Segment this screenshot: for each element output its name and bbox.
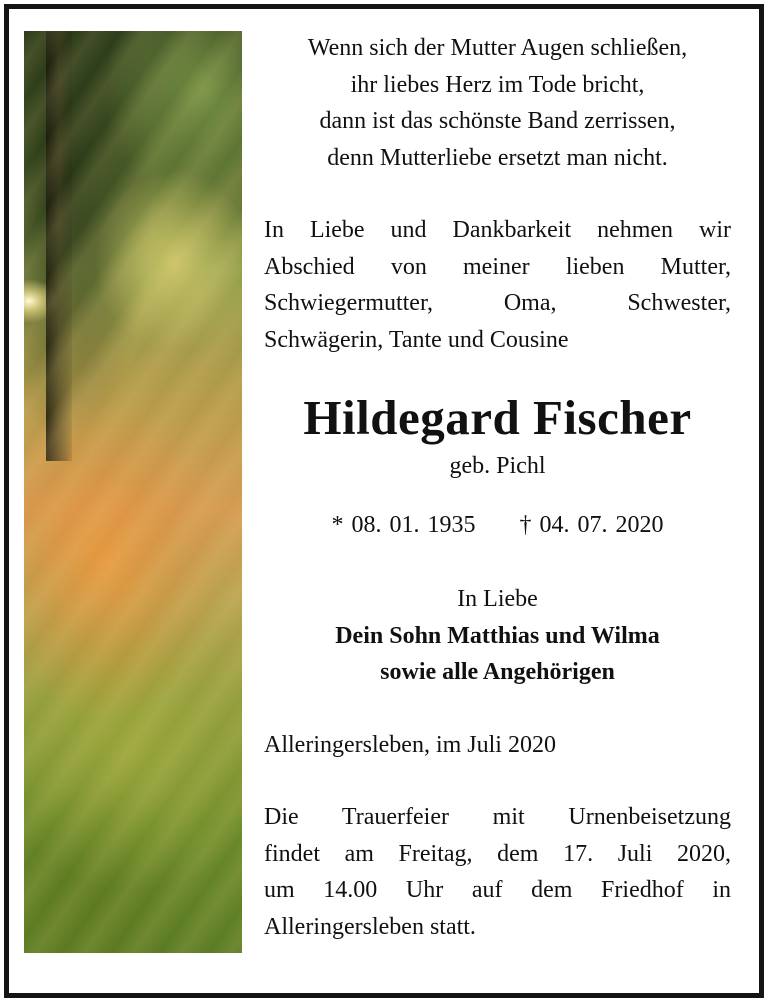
death-date: † 04. 07. 2020 [519,511,664,538]
intro-line: Schwägerin, Tante und Cousine [264,326,569,353]
funeral-line: Alleringersleben statt. [264,913,476,940]
sun-rays-overlay [24,31,242,953]
intro-paragraph [264,212,731,358]
mourners-line: sowie alle Angehörigen [380,659,615,685]
mourners-greeting: In Liebe [457,586,538,612]
mourners-line: Dein Sohn Matthias und Wilma [335,622,660,649]
funeral-paragraph [264,799,731,945]
funeral-line: findet am Freitag, dem 17. Juli 2020, [264,840,731,867]
poem [264,30,731,176]
poem-line: denn Mutterliebe ersetzt man nicht. [327,144,668,171]
poem-line: Wenn sich der Mutter Augen schließen, [307,35,688,61]
intro-line: In Liebe und Dankbarkeit nehmen wir [264,217,731,243]
life-dates [264,507,731,544]
poem-line: ihr liebes Herz im Tode bricht, [350,71,645,98]
maiden-name: geb. Pichl [449,453,546,479]
funeral-line: um 14.00 Uhr auf dem Friedhof in [264,877,731,903]
mourners-block [264,581,731,691]
obituary-text [264,30,731,945]
intro-line: Abschied von meiner lieben Mutter, [264,253,731,280]
birth-date: * 08. 01. 1935 [331,511,476,538]
forest-sunlight-photo [24,31,242,953]
funeral-line: Die Trauerfeier mit Urnenbeisetzung [264,804,731,830]
place-date: Alleringersleben, im Juli 2020 [264,731,556,758]
intro-line: Schwiegermutter, Oma, Schwester, [264,290,731,316]
poem-line: dann ist das schönste Band zerrissen, [319,108,676,134]
deceased-name: Hildegard Fischer [303,390,692,445]
